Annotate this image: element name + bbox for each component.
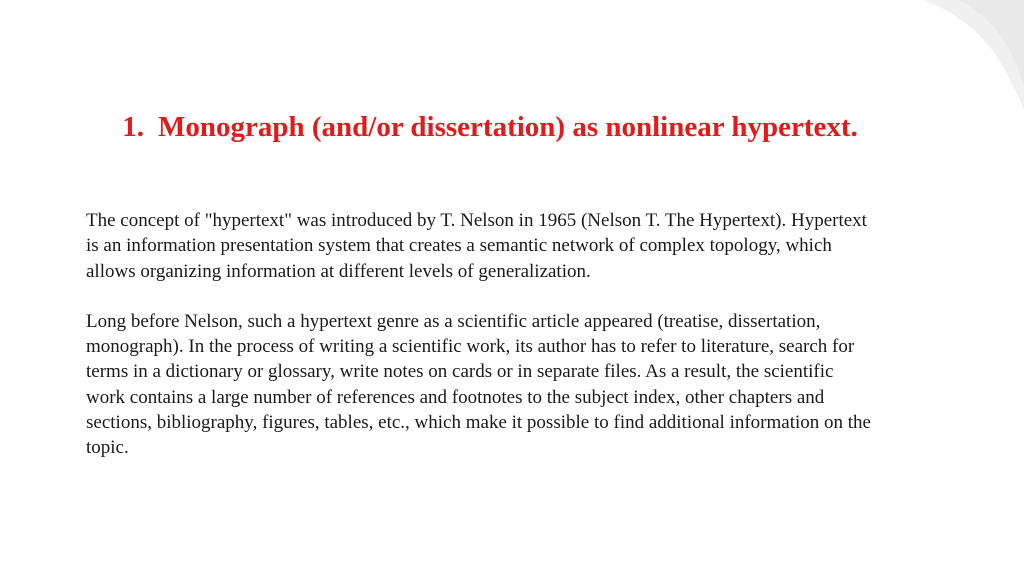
corner-curve-inner xyxy=(959,0,1024,88)
title-text: Monograph (and/or dissertation) as nonlinear hypertext. xyxy=(157,111,858,143)
corner-curve-shape xyxy=(924,0,1024,110)
title-number: 1. xyxy=(122,111,144,143)
slide-title xyxy=(120,106,860,149)
paragraph-scientific-work: Long before Nelson, such a hypertext genre as a scientific article appeared (treatise, dissertation, monograph). In the process of writing a scientific work, its author has to refer to literature, search for terms in a dictionary or glossary, write notes on cards or in separate files. As a result, the scientific work contains a large number of references and footnotes to the subject index, other chapters and sections, bibliography, figures, tables, etc., which make it possible to find additional information on the topic. xyxy=(86,310,871,459)
paragraph-hypertext-definition: The concept of "hypertext" was introduced by T. Nelson in 1965 (Nelson T. The Hypertext). Hypertext is an information presentation system that creates a semantic network of complex topology, which allows organizing information at different levels of generalization. xyxy=(86,210,867,282)
body-text xyxy=(86,208,876,461)
corner-decoration xyxy=(904,0,1024,110)
